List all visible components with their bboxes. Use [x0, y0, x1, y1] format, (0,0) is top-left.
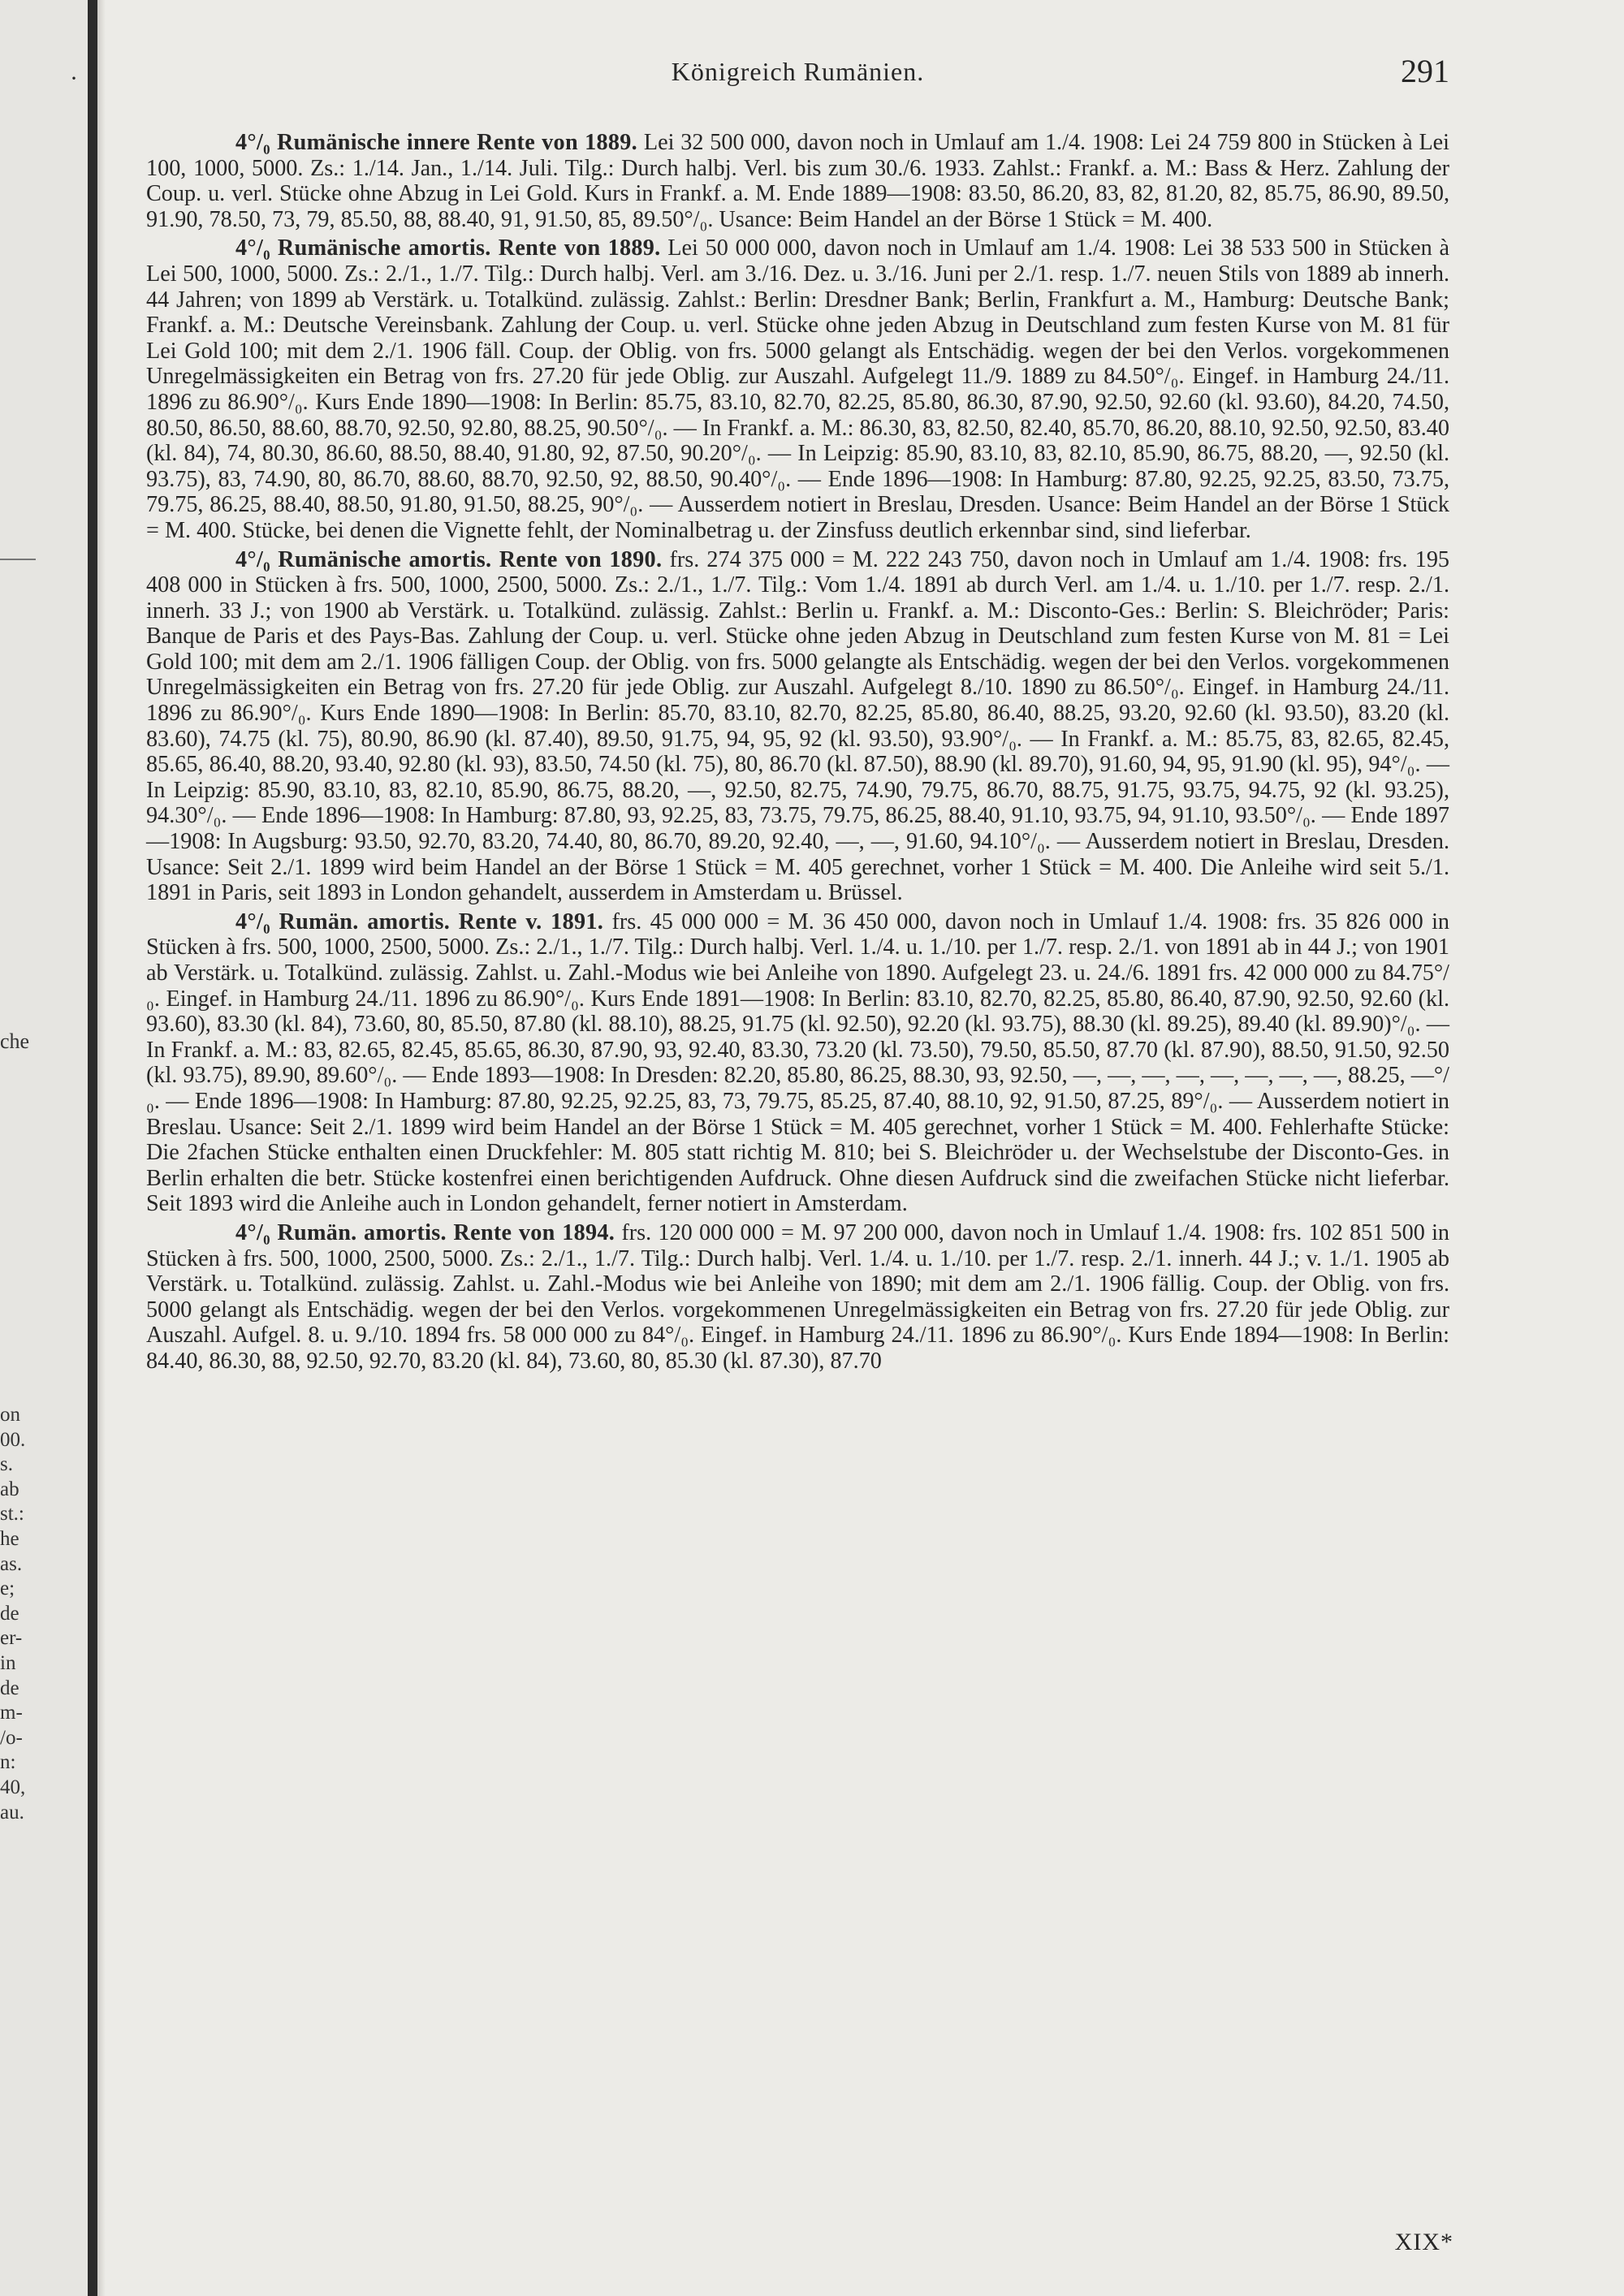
entry-title: 4°/₀ Rumänische amortis. Rente von 1889. — [235, 235, 661, 261]
entry-1891-amortis — [146, 909, 1449, 1217]
entry-title: 4°/₀ Rumän. amortis. Rente von 1894. — [235, 1219, 615, 1245]
entry-title: 4°/₀ Rumänische amortis. Rente von 1890. — [235, 546, 663, 572]
stray-mark: · — [70, 65, 78, 92]
entry-body: frs. 45 000 000 = M. 36 450 000, davon noch in Umlauf 1./4. 1908: frs. 35 826 000 in Stücken à frs. 500, 1000, 2500, 5000. Zs.: 2./1., 1./7. Tilg.: Durch halbj. Verl. 1./4. u. 1./10. per 1./7. resp. 2./1. von 1891 ab in 44 J.; von 1901 ab Verstärk. u. Totalkünd. zulässig. Zahlst. u. Zahl.-Modus wie bei Anleihe von 1890. Aufgelegt 23. u. 24./6. 1891 frs. 42 000 000 zu 84.75°/₀. Eingef. in Hamburg 24./11. 1896 zu 86.90°/₀. Kurs Ende 1891—1908: In Berlin: 83.10, 82.70, 82.25, 85.80, 86.40, 87.90, 92.50, 92.60 (kl. 93.60), 83.30 (kl. 84), 73.60, 80, 85.50, 87.80 (kl. 88.10), 88.25, 91.75 (kl. 92.50), 92.20 (kl. 93.75), 88.30 (kl. 89.25), 89.40 (kl. 89.90)°/₀. — In Frankf. a. M.: 83, 82.65, 82.45, 85.65, 86.30, 87.90, 93, 92.40, 83.30, 73.20 (kl. 73.50), 79.50, 85.50, 87.70 (kl. 87.90), 88.50, 91.50, 92.50 (kl. 93.75), 89.90, 89.60°/₀. — Ende 1893—1908: In Dresden: 82.20, 85.80, 86.25, 88.30, 93, 92.50, —, —, —, —, —, —, —, —, 88.25, —°/₀. — Ende 1896—1908: In Hamburg: 87.80, 92.25, 92.25, 83, 73, 79.75, 85.25, 87.40, 88.10, 92, 91.50, 87.25, 89°/₀. — Ausserdem notiert in Breslau. Usance: Seit 2./1. 1899 wird beim Handel an der Börse 1 Stück = M. 405 gerechnet, vorher 1 Stück = M. 400. Fehlerhafte Stücke: Die 2fachen Stücke enthalten einen Druckfehler: M. 805 statt richtig M. 810; bei S. Bleichröder u. der Wechselstube der Disconto-Ges. in Berlin erhalten die betr. Stücke kostenfrei einen berichtigenden Aufdruck. Ohne diesen Aufdruck sind die zweifachen Stücke nicht lieferbar. Seit 1893 wird die Anleihe auch in London gehandelt, ferner notiert in Amsterdam. — [146, 908, 1450, 1217]
entry-body: frs. 274 375 000 = M. 222 243 750, davon noch in Umlauf am 1./4. 1908: frs. 195 408 000 in Stücken à frs. 500, 1000, 2500, 5000. Zs.: 2./1., 1./7. Tilg.: Vom 1./4. 1891 ab durch Verl. am 1./4. u. 1./10. per 1./7. resp. 2./1. innerh. 33 J.; von 1900 ab Verstärk. u. Totalkünd. zulässig. Zahlst.: Berlin u. Frankf. a. M.: Disconto-Ges.: Berlin: S. Bleichröder; Paris: Banque de Paris et des Pays-Bas. Zahlung der Coup. u. verl. Stücke ohne jeden Abzug in Deutschland zum festen Kurse von M. 81 = Lei Gold 100; mit dem am 2./1. 1906 fälligen Coup. der Oblig. von frs. 5000 gelangte als Entschädig. wegen der bei den Verlos. vorgekommenen Unregelmässigkeiten ein Betrag von frs. 27.20 für jede Oblig. zur Auszahl. Aufgelegt 8./10. 1890 zu 86.50°/₀. Eingef. in Hamburg 24./11. 1896 zu 86.90°/₀. Kurs Ende 1890—1908: In Berlin: 85.70, 83.10, 82.70, 82.25, 85.80, 86.40, 88.25, 93.20, 92.60 (kl. 93.50), 83.20 (kl. 83.60), 74.75 (kl. 75), 80.90, 86.90 (kl. 87.40), 89.50, 91.75, 94, 95, 92 (kl. 93.50), 93.90°/₀. — In Frankf. a. M.: 85.75, 83, 82.65, 82.45, 85.65, 86.40, 88.20, 93.40, 92.80 (kl. 93), 83.50, 74.50 (kl. 75), 80, 86.70 (kl. 87.50), 88.90 (kl. 89.70), 91.60, 94, 95, 91.90 (kl. 95), 94°/₀. — In Leipzig: 85.90, 83.10, 83, 82.10, 85.90, 86.75, 88.20, —, 92.50, 82.75, 74.90, 79.75, 86.70, 88.75, 91.75, 93.75, 94.75, 92 (kl. 93.25), 94.30°/₀. — Ende 1896—1908: In Hamburg: 87.80, 93, 92.25, 83, 73.75, 79.75, 86.25, 88.40, 91.10, 93.75, 94, 91.10, 93.50°/₀. — Ende 1897—1908: In Augsburg: 93.50, 92.70, 83.20, 74.40, 80, 86.70, 89.20, 92.40, —, —, 91.60, 94.10°/₀. — Ausserdem notiert in Breslau, Dresden. Usance: Seit 2./1. 1899 wird beim Handel an der Börse 1 Stück = M. 405 gerechnet, vorher 1 Stück = M. 400. Die Anleihe wird seit 5./1. 1891 in Paris, seit 1893 in London gehandelt, ausserdem in Amsterdam u. Brüssel. — [146, 546, 1450, 906]
margin-fragment-che: che — [0, 1029, 30, 1053]
running-title: Königreich Rumänien. — [671, 57, 925, 86]
entry-1889-amortis — [146, 235, 1449, 543]
page-header — [146, 53, 1449, 97]
signature-mark: XIX* — [1394, 2229, 1453, 2255]
body-text — [146, 130, 1449, 1378]
left-margin-strip — [0, 0, 97, 2296]
entry-1890-amortis — [146, 547, 1449, 906]
binding-gutter-line — [88, 0, 97, 2296]
binding-gutter-shadow — [97, 0, 106, 2296]
entry-title: 4°/₀ Rumänische innere Rente von 1889. — [235, 130, 637, 155]
stray-rule — [0, 559, 36, 560]
margin-fragment-column: on 00. s. ab st.: he as. e; de er- in de m- /o- n: 40, au. — [0, 1404, 26, 1823]
entry-title: 4°/₀ Rumän. amortis. Rente v. 1891. — [235, 908, 604, 934]
entry-body: Lei 50 000 000, davon noch in Umlauf am 1./4. 1908: Lei 38 533 500 in Stücken à Lei 500, 1000, 5000. Zs.: 2./1., 1./7. Tilg.: Durch halbj. Verl. am 3./16. Dez. u. 3./16. Juni per 2./1. resp. 1./7. neuen Stils von 1889 ab innerh. 44 Jahren; von 1899 ab Verstärk. u. Totalkünd. zulässig. Zahlst.: Berlin: Dresdner Bank; Berlin, Frankfurt a. M., Hamburg: Deutsche Bank; Frankf. a. M.: Deutsche Vereinsbank. Zahlung der Coup. u. verl. Stücke ohne jeden Abzug in Deutschland zum festen Kurse von M. 81 für Lei Gold 100; mit dem 2./1. 1906 fäll. Coup. der Oblig. von frs. 5000 gelangt als Entschädig. wegen der bei den Verlos. vorgekommenen Unregelmässigkeiten ein Betrag von frs. 27.20 für jede Oblig. zur Auszahl. Aufgelegt 11./9. 1889 zu 84.50°/₀. Eingef. in Hamburg 24./11. 1896 zu 86.90°/₀. Kurs Ende 1890—1908: In Berlin: 85.75, 83.10, 82.70, 82.25, 85.80, 86.30, 87.90, 92.50, 92.60 (kl. 93.60), 84.20, 74.50, 80.50, 86.50, 88.60, 88.70, 92.50, 92.80, 88.25, 90.50°/₀. — In Frankf. a. M.: 86.30, 83, 82.50, 82.40, 85.70, 86.20, 88.10, 92.50, 92.50, 83.40 (kl. 84), 74, 80.30, 86.60, 88.50, 88.40, 91.80, 92, 87.50, 90.20°/₀. — In Leipzig: 85.90, 83.10, 83, 82.10, 85.90, 86.75, 88.20, —, 92.50 (kl. 93.75), 83, 74.90, 80, 86.70, 88.60, 88.70, 92.50, 92, 88.50, 90.40°/₀. — Ende 1896—1908: In Hamburg: 87.80, 92.25, 92.25, 83.50, 73.75, 79.75, 86.25, 88.40, 88.50, 91.80, 91.50, 88.25, 90°/₀. — Ausserdem notiert in Breslau, Dresden. Usance: Beim Handel an der Börse 1 Stück = M. 400. Stücke, bei denen die Vignette fehlt, der Nominalbetrag u. der Zinsfuss deutlich erkennbar sind, sind lieferbar. — [146, 235, 1450, 543]
page-number: 291 — [1401, 53, 1449, 89]
entry-body: frs. 120 000 000 = M. 97 200 000, davon noch in Umlauf 1./4. 1908: frs. 102 851 500 in Stücken à frs. 500, 1000, 2500, 5000. Zs.: 2./1., 1./7. Tilg.: Durch halbj. Verl. 1./4. u. 1./10. per 1./7. resp. 2./1. innerh. 44 J.; v. 1./1. 1905 ab Verstärk. u. Totalkünd. zulässig. Zahlst. u. Zahl.-Modus wie bei Anleihe von 1890; mit dem am 2./1. 1906 fällig. Coup. der Oblig. von frs. 5000 gelangt als Entschädig. wegen der bei den Verlos. vorgekommenen Unregelmässigkeiten ein Betrag von frs. 27.20 für jede Oblig. zur Auszahl. Aufgel. 8. u. 9./10. 1894 frs. 58 000 000 zu 84°/₀. Eingef. in Hamburg 24./11. 1896 zu 86.90°/₀. Kurs Ende 1894—1908: In Berlin: 84.40, 86.30, 88, 92.50, 92.70, 83.20 (kl. 84), 73.60, 80, 85.30 (kl. 87.30), 87.70 — [146, 1219, 1450, 1374]
entry-1889-innere — [146, 130, 1449, 232]
entry-1894-amortis — [146, 1220, 1449, 1375]
entry-body: Lei 32 500 000, davon noch in Umlauf am 1./4. 1908: Lei 24 759 800 in Stücken à Lei 100, 1000, 5000. Zs.: 1./14. Jan., 1./14. Juli. Tilg.: Durch halbj. Verl. bis zum 30./6. 1933. Zahlst.: Frankf. a. M.: Bass & Herz. Zahlung der Coup. u. verl. Stücke ohne Abzug in Lei Gold. Kurs in Frankf. a. M. Ende 1889—1908: 83.50, 86.20, 83, 82, 81.20, 82, 85.75, 86.90, 89.50, 91.90, 78.50, 73, 79, 85.50, 88, 88.40, 91, 91.50, 85, 89.50°/₀. Usance: Beim Handel an der Börse 1 Stück = M. 400. — [146, 130, 1450, 232]
